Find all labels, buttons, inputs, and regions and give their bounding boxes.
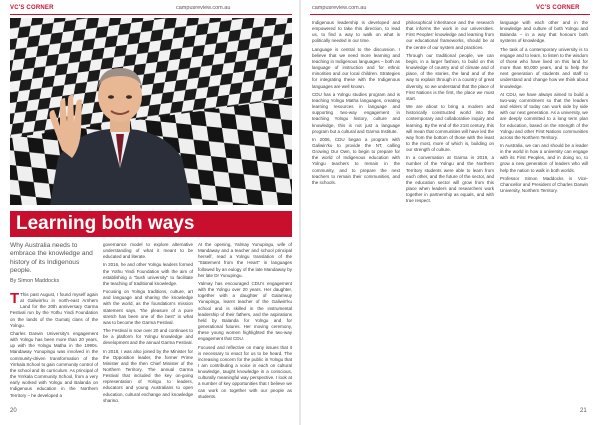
drop-cap: T bbox=[10, 292, 20, 307]
left-column-1 bbox=[10, 292, 98, 402]
header-rule bbox=[310, 14, 590, 15]
magazine-url: campusreview.com.au bbox=[176, 5, 231, 11]
right-page bbox=[300, 0, 600, 425]
section-label: VC'S CORNER bbox=[10, 5, 54, 11]
paragraph: In a conversation at Garma in 2019, a number of the Yolngu and the Northern Territory students were able to learn from each other, and the future of the sector, and the education sector will grow from this place when leaders and researchers work together in partnership as equals, and with true respect. bbox=[406, 155, 494, 204]
right-column-3 bbox=[500, 20, 588, 402]
paragraph: We are about to bring a modern and historically constructed world into the contemporary and collaborative inquiry and learning. By the end of the 21st century, this will mean that communities will have led the way from the bottom of those with the least to the most, more of which is, building on our strength of culture. bbox=[406, 104, 494, 153]
magazine-url: campusreview.com.au bbox=[312, 5, 367, 11]
paragraph: governance model to explore alternative understanding of what it meant to be educated and literate. bbox=[103, 242, 193, 260]
section-label: VC'S CORNER bbox=[536, 5, 580, 11]
paragraph: Language is central to the discussion. I believe that we need more learning and teaching in Indigenous languages – both as language of instruction and for ethnic minorities and our local children. Strategies for integrating these with the Indigenous languages are well known. bbox=[312, 46, 400, 89]
paragraph: In Australia, we can and should be a leader in the world in how a university can engage with its First Peoples, and in doing so, to grow a new generation of leaders who will help the nation to walk in both worlds. bbox=[500, 142, 588, 173]
right-column-2 bbox=[406, 20, 494, 402]
page-number: 21 bbox=[580, 408, 587, 414]
paragraph: In 2006, CDU began a program with Galiwin'ku to provide the NT, calling Growing Our Own, to begin to prepare for the world of Indigenous education with Yolngu teachers to remain in the community, and to prepare the next teachers to remain their communities, and the schools. bbox=[312, 136, 400, 185]
paragraph: In 2018, I was also joined by the Minister for the Opposition leader, the former Prime Minister and the then Chief Minister of the Northern Territory. The annual Garma Festival that included the key on-going representation of Yolngu to leaders, educators and young Australians to open education, cultural exchange and knowledge sharing. bbox=[103, 348, 193, 402]
paragraph: The task of a contemporary university is to engage and to learn, to listen to the wisdom of those who have lived on this land for more than 60,000 years, and to help the next generation of students and staff to understand and change how we think about knowledge. bbox=[500, 46, 588, 89]
paragraph: The Festival is now over 20 and continues to be a platform for Yolngu knowledge and development and the annual Garma Festival. bbox=[103, 328, 193, 346]
paragraph: language with each other and in the knowledge and culture of both Yolngu and Balanda – in a way that honours both systems of knowledge. bbox=[500, 20, 588, 44]
article-headline: Learning both ways bbox=[10, 211, 292, 237]
left-column-2 bbox=[103, 242, 193, 402]
paragraph: philosophical inheritance and the research that informs the work in our universities. First Peoples' knowledge and learning from our educational frameworks, should be at the centre of our system and practices. bbox=[406, 20, 494, 50]
right-column-1 bbox=[312, 20, 400, 402]
article-standfirst: Why Australia needs to embrace the knowledge and history of its Indigenous people. bbox=[10, 242, 93, 274]
paragraph: Yalmay has encouraged CDU's engagement with the Yolngu over 20 years. Her daughter, together with a daughter of Galarrwuy Yunupingu, learnt teacher of the Galiwin'ku school and is skilled in the instrumental leadership of their fathers, and the aspirations held by Balanda for Yolngu and for generational futures. Her moving ceremony, these young women highlighted the two-way engagement that CDU. bbox=[198, 280, 292, 342]
paragraph: At the opening, Yalmay Yunupingu, wife of Mandaway and a teacher and school principal herself, read a Yolngu translation of the "Statement from the Heart" in languages followed by an eulogy of the late Mandaway by her late Dr Yunupingu. bbox=[198, 242, 292, 278]
paragraph: In 2016, he and other Yolngu leaders formed the Yothu Yindi Foundation with the aim of establishing a "bush university" to facilitate the teaching of traditional knowledge. bbox=[103, 262, 193, 286]
paragraph: Through our traditional people, we can begin, in a larger fashion, to build on this knowledge of country and of climate and of place, of the stories, the land and of the way to explain through in a country of great diversity, so we understand that the place of First Nations is the first, the place we must start. bbox=[406, 52, 494, 101]
header-rule bbox=[10, 14, 292, 15]
paragraph: Charles Darwin University's engagement with Yolngu has been more than 20 years, up with the Yolngu Matha in the 1990s. Mandaway Yunupingu was involved in the community-driven transformation of the Yirrkala School to gain community control of the school and its curriculum. As principal of the Yirrkala Community School, from a very early worked with Yolngu and Balanda on Indigenous education in the Northern Territory – he developed a bbox=[10, 330, 98, 398]
author-note: Professor Simon Maddocks is Vice-Chancellor and President of Charles Darwin University, Northern Territory. bbox=[500, 175, 588, 194]
article-byline: By Simon Maddocks bbox=[10, 278, 60, 284]
left-column-3 bbox=[198, 242, 292, 402]
paragraph: Indigenous leadership is developed and empowered to take this direction, to lead us, to find a way to walk on what is politically needed in our time. bbox=[312, 20, 400, 44]
paragraph: Focusing on Yolngu traditions, culture, art and language and sharing the knowledge with the world, as the foundation's mission statement says, "the pleasure of a pure stretch has been one of the best" in what was to become the Garma Festival. bbox=[103, 289, 193, 325]
page-number: 20 bbox=[10, 408, 17, 414]
paragraph: This past August, I found myself again at Galiwin'ku in north-east Arnhem Land for the 20th anniversary Garma Festival run by the Yothu Yindi Foundation on the lands of the Gumatj clans of the Yolngu. bbox=[10, 292, 98, 328]
paragraph: Focused and reflective on many issues that it is necessary to enact for us to be heard. The increasing concern for the public in Yolngu that I am contributing a voice in each on cultural knowledge, taught knowledge in a conscious, culturally meaningful way perspective. I look at a number of key opportunities that I believe we can work on together with our people as students. bbox=[198, 344, 292, 399]
paragraph: CDU has a Yolngu studies program and is teaching Yolngu Matha languages, creating learning resources in language and supporting two-way engagement in teaching Yolngu history, culture and knowledge, this is not just a language program but a cultural and Garma Institute. bbox=[312, 91, 400, 134]
portrait-photo bbox=[10, 18, 292, 205]
portrait-illustration bbox=[10, 18, 292, 205]
paragraph: At CDU, we have always aimed to build a two-way commitment so that the leaders and elders of today can work side by side with our next generation. As a university, we are deeply committed to a long term plan for education, based on the strength of the Yolngu and other First Nations communities across the Northern Territory. bbox=[500, 91, 588, 140]
